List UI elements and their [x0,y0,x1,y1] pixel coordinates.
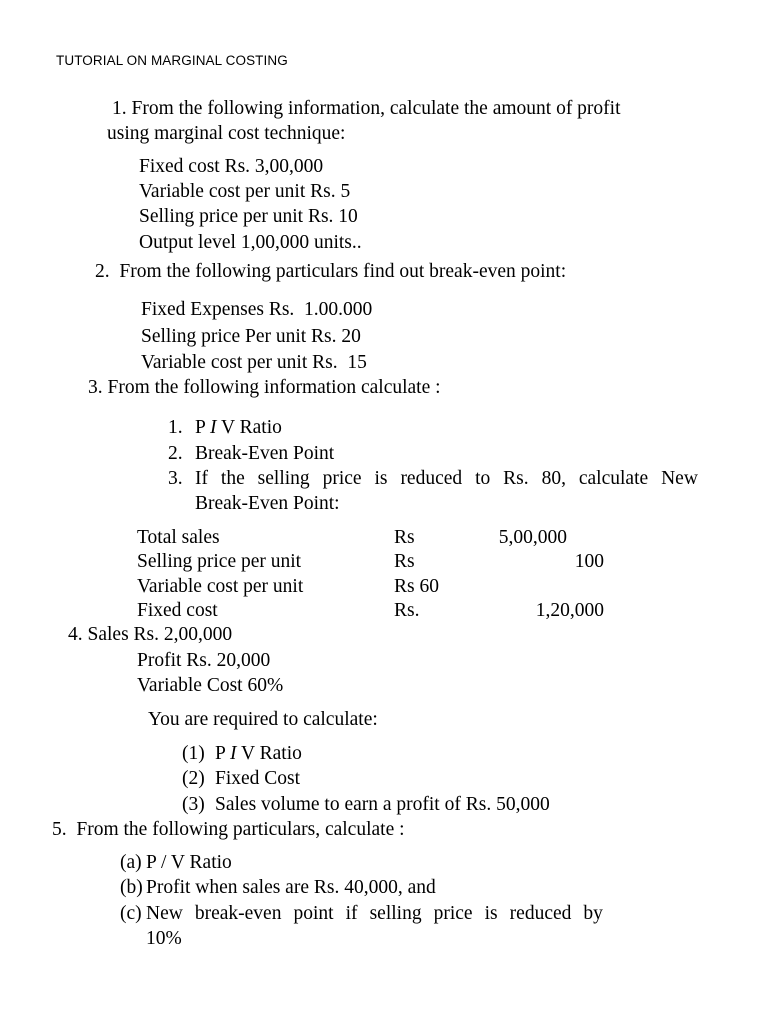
word: reduced [400,468,463,489]
q5-sub-text: Profit when sales are Rs. 40,000, and [146,877,436,898]
word: If [195,468,208,489]
q3-sub-text: Break-Even Point [195,443,335,464]
q3-sub-number: 2. [168,443,183,464]
q3-line: 3. From the following information calculate : [88,377,441,398]
q4-required: You are required to calculate: [148,709,378,730]
q2-item: Fixed Expenses Rs. 1.00.000 [141,299,373,320]
word: reduced [509,903,572,924]
table-value: 1,20,000 [535,600,604,621]
q5-sub-number: (c) [120,903,142,924]
table-label: Variable cost per unit [137,576,304,597]
word: if [345,903,358,924]
word: break-even [194,903,282,924]
q5-sub-number: (a) [120,852,142,873]
word: by [583,903,603,924]
word: price [433,903,473,924]
q3-sub-text-justified [195,469,698,489]
table-value: 5,00,000 [498,527,567,548]
table-unit: Rs. [394,600,420,621]
q4-item: Profit Rs. 20,000 [137,650,271,671]
q5-sub-text: P / V Ratio [146,852,232,873]
q3-sub-text-line2: Break-Even Point: [195,493,340,514]
word: point [293,903,334,924]
q4-sub-number: (1) [182,743,205,764]
q3-sub-number: 1. [168,417,183,438]
q4-sub-number: (3) [182,794,205,815]
word: the [220,468,245,489]
q1-line1: 1. From the following information, calculate the amount of profit [112,98,621,119]
q4-item: Variable Cost 60% [137,675,284,696]
q5-sub-number: (b) [120,877,143,898]
table-unit: Rs [394,551,415,572]
word: selling [369,903,422,924]
q3-sub-text: P I V Ratio [195,417,282,438]
q1-item: Variable cost per unit Rs. 5 [139,181,351,202]
q2-item: Selling price Per unit Rs. 20 [141,326,361,347]
page-title: TUTORIAL ON MARGINAL COSTING [56,53,288,68]
table-label: Total sales [137,527,220,548]
word: selling [257,468,310,489]
q4-line: 4. Sales Rs. 2,00,000 [68,624,233,645]
q5-sub-text-line2: 10% [146,928,182,949]
q4-sub-text: Fixed Cost [215,768,301,789]
q2-line: 2. From the following particulars find out break-even point: [95,261,567,282]
q3-sub-number: 3. [168,468,183,489]
word: is [374,468,388,489]
word: calculate [578,468,649,489]
q1-item: Output level 1,00,000 units.. [139,232,362,253]
word: New [146,903,183,924]
word: price [322,468,362,489]
word: 80, [541,468,566,489]
table-value: 100 [574,551,604,572]
word: is [484,903,498,924]
word: Rs. [503,468,529,489]
q5-sub-text-justified [146,904,603,924]
q1-item: Fixed cost Rs. 3,00,000 [139,156,324,177]
table-unit: Rs 60 [394,576,439,597]
q1-line2: using marginal cost technique: [107,123,346,144]
table-label: Fixed cost [137,600,218,621]
table-label: Selling price per unit [137,551,302,572]
q5-line: 5. From the following particulars, calculate : [52,819,405,840]
table-unit: Rs [394,527,415,548]
q1-item: Selling price per unit Rs. 10 [139,206,358,227]
word: to [475,468,491,489]
q4-sub-text: P I V Ratio [215,743,302,764]
word: New [661,468,698,489]
q4-sub-text: Sales volume to earn a profit of Rs. 50,000 [215,794,550,815]
q4-sub-number: (2) [182,768,205,789]
q2-item: Variable cost per unit Rs. 15 [141,352,367,373]
